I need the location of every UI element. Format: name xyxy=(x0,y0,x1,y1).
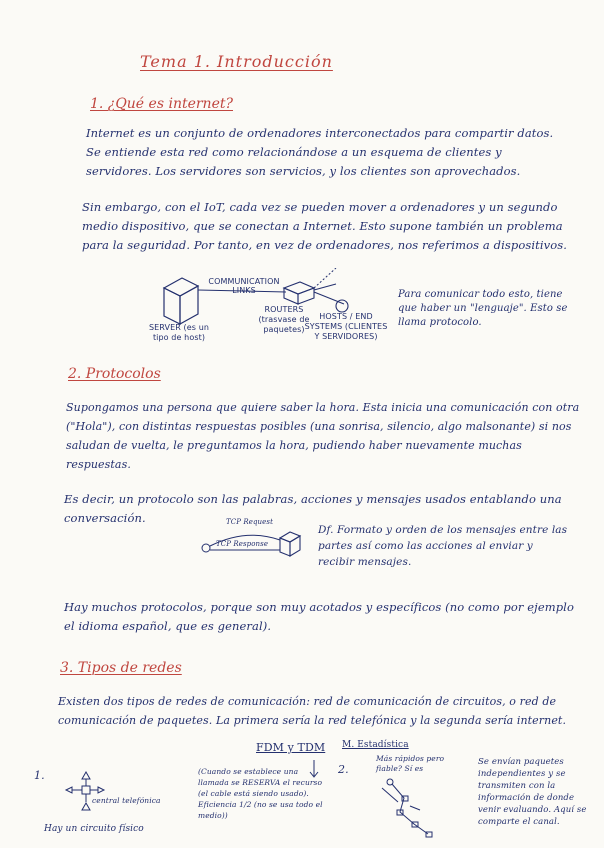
protocol-side-note: Para comunicar todo esto, tiene que haber un "lenguaje". Esto se llama protocolo. xyxy=(398,289,568,328)
section-2-heading: 2. Protocolos xyxy=(68,366,161,382)
m-estadistica-label: M. Estadística xyxy=(342,740,409,750)
tcp-request-label: TCP Request xyxy=(226,518,274,526)
item-1-box-note: (Cuando se establece una llamada se RESERVA el recurso (el cable está siendo usado). Eficiencia 1/2 (no se usa todo el medio)) xyxy=(198,767,323,820)
central-telefonica-label: central telefónica xyxy=(92,796,161,805)
server-label: SERVER (es un tipo de host) xyxy=(148,323,210,342)
section-3-heading: 3. Tipos de redes xyxy=(60,660,182,676)
section-1-paragraph-2: Sin embargo, con el IoT, cada vez se pueden mover a ordenadores y un segundo medio dispositivo, que se conectan a Internet. Esto supone también un problema para la seguridad. Por tanto, en vez de ordenadores, nos referimos a dispositivos. xyxy=(82,200,568,252)
router-icon xyxy=(284,282,314,304)
page-title: Tema 1. Introducción xyxy=(140,52,333,71)
item-2-note: Más rápidos pero fiable? Sí es xyxy=(376,754,445,773)
server-box-icon xyxy=(280,532,300,556)
packet-network-diagram xyxy=(370,776,460,846)
host-icon xyxy=(336,300,348,312)
section-2-paragraph-2: Es decir, un protocolo son las palabras, acciones y mensajes usados entablando una conversación. xyxy=(64,492,562,525)
section-2-paragraph-3: Hay muchos protocolos, porque son muy acotados y específicos (no como por ejemplo el idioma español, que es general). xyxy=(64,600,574,633)
item-2-number: 2. xyxy=(338,763,349,776)
section-1-paragraph-1: Internet es un conjunto de ordenadores interconectados para compartir datos. Se entiende esta red como relacionándose a un esquema de clientes y servidores. Los servidores son servicios, y los clientes son aprovechados. xyxy=(86,126,554,178)
client-icon xyxy=(202,544,210,552)
tcp-response-label: TCP Response xyxy=(216,540,269,548)
telephone-network-diagram xyxy=(56,770,116,816)
item-1-note: Hay un circuito físico xyxy=(44,824,144,834)
fdm-tdm-label: FDM y TDM xyxy=(256,741,326,754)
item-1-number: 1. xyxy=(34,769,45,782)
section-3-paragraph-1: Existen dos tipos de redes de comunicación: red de comunicación de circuitos, o red de comunicación de paquetes. La primera sería la red telefónica y la segunda sería internet. xyxy=(58,695,567,727)
communication-links-label: COMMUNICATION LINKS xyxy=(208,277,280,295)
section-1-heading: 1. ¿Qué es internet? xyxy=(90,96,233,112)
packet-switching-note: Se envían paquetes independientes y se transmiten con la información de donde venir evaluando. Aquí se comparte el canal. xyxy=(478,757,587,827)
server-cube-icon xyxy=(164,278,198,324)
routers-label: ROUTERS (trasvase de paquetes) xyxy=(258,305,310,334)
hosts-label: HOSTS / END SYSTEMS (CLIENTES Y SERVIDORES) xyxy=(304,312,388,341)
section-2-paragraph-1: Supongamos una persona que quiere saber la hora. Esta inicia una comunicación con otra ("Hola"), con distintas respuestas posibles (una sonrisa, silencio, algo malsonante) si nos saludan de vuelta, le preguntamos la hora, pudiendo haber nuevamente muchas respuestas. xyxy=(66,401,580,471)
protocol-definition: Df. Formato y orden de los mensajes entre las partes así como las acciones al enviar y recibir mensajes. xyxy=(318,524,568,568)
